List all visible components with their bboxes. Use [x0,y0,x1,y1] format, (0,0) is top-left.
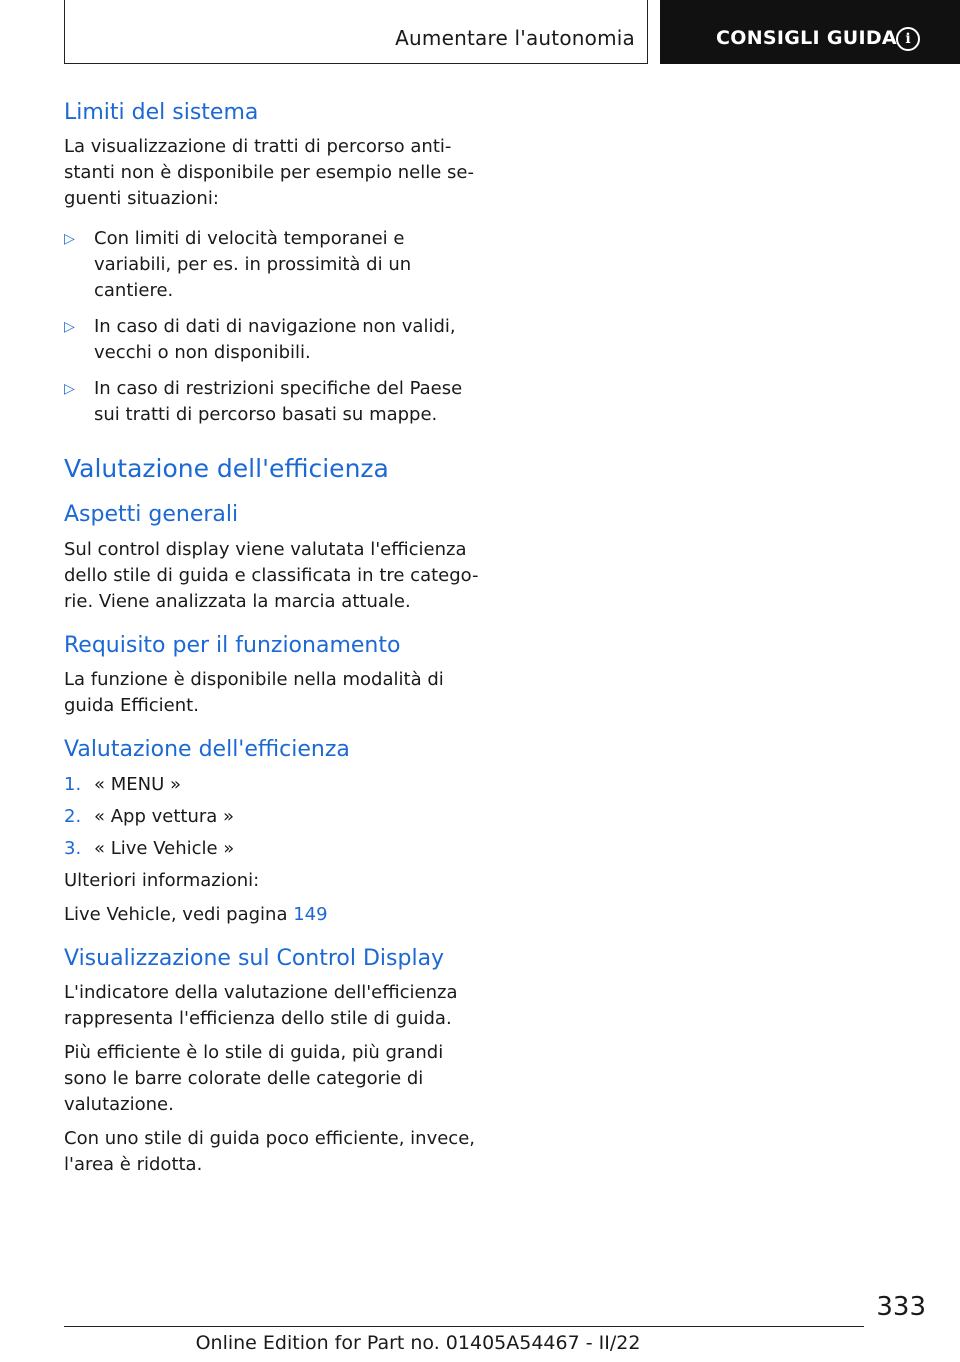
section-title: Aumentare l'autonomia [395,26,635,50]
list-item-text: In caso di dati di navigazione non validi, vecchi o non disponibili. [94,316,456,364]
running-header-section [64,0,648,64]
edition-text: Online Edition for Part no. 01405A54467 - II/22 [195,1332,641,1354]
triangle-right-icon: ▷ [64,231,75,248]
steps-list [64,772,480,862]
bullet-list-limiti [64,226,480,428]
list-item-text: In caso di restrizioni specifiche del Paese sui tratti di percorso basati su mappe. [94,378,463,426]
step-item [64,836,480,862]
footer-edition [0,1332,960,1354]
heading-control-display: Visualizzazione sul Control Display [64,945,445,971]
cross-reference [64,902,480,928]
heading-requisito: Requisito per il funzionamento [64,632,401,658]
paragraph-aspetti: Sul control display viene valutata l'efficienza dello stile di guida e classificata in tre catego-rie. Viene analizzata la marcia attuale. [64,538,479,612]
step-text: « MENU » [94,773,182,795]
step-item [64,772,480,798]
page-link-149[interactable]: 149 [293,903,328,925]
heading-limiti: Limiti del sistema [64,100,259,125]
list-item-text: Con limiti di velocità temporanei e variabili, per es. in prossimità di un cantiere. [94,228,412,302]
chapter-tab [660,0,960,64]
cross-reference-text: Live Vehicle, vedi pagina [64,903,294,925]
info-circle-icon: i [896,27,920,51]
step-text: « Live Vehicle » [94,837,235,859]
step-number: 1. [64,773,82,795]
paragraph-display-2: Più efficiente è lo stile di guida, più grandi sono le barre colorate delle categorie di valutazione. [64,1041,444,1115]
more-info-label: Ulteriori informazioni: [64,869,260,891]
heading-procedura: Valutazione dell'efficienza [64,737,350,763]
paragraph-limiti-intro: La visualizzazione di tratti di percorso anti-stanti non è disponibile per esempio nelle se-guenti situazioni: [64,136,474,210]
step-item [64,804,480,830]
list-item [64,376,480,428]
triangle-right-icon: ▷ [64,381,75,398]
heading-valutazione-efficienza: Valutazione dell'efficienza [64,454,389,484]
heading-aspetti-generali: Aspetti generali [64,502,239,528]
step-number: 3. [64,837,82,859]
main-column [64,100,480,1186]
list-item [64,314,480,366]
chapter-title: CONSIGLI GUIDA [716,27,897,49]
list-item [64,226,480,304]
step-text: « App vettura » [94,805,235,827]
paragraph-display-3: Con uno stile di guida poco efficiente, invece, l'area è ridotta. [64,1127,475,1175]
page-number: 333 [876,1292,926,1322]
paragraph-display-1: L'indicatore della valutazione dell'efficienza rappresenta l'efficienza dello stile di guida. [64,981,458,1029]
step-number: 2. [64,805,82,827]
triangle-right-icon: ▷ [64,319,75,336]
footer-rule [64,1326,864,1327]
paragraph-requisito: La funzione è disponibile nella modalità di guida Efficient. [64,669,444,717]
